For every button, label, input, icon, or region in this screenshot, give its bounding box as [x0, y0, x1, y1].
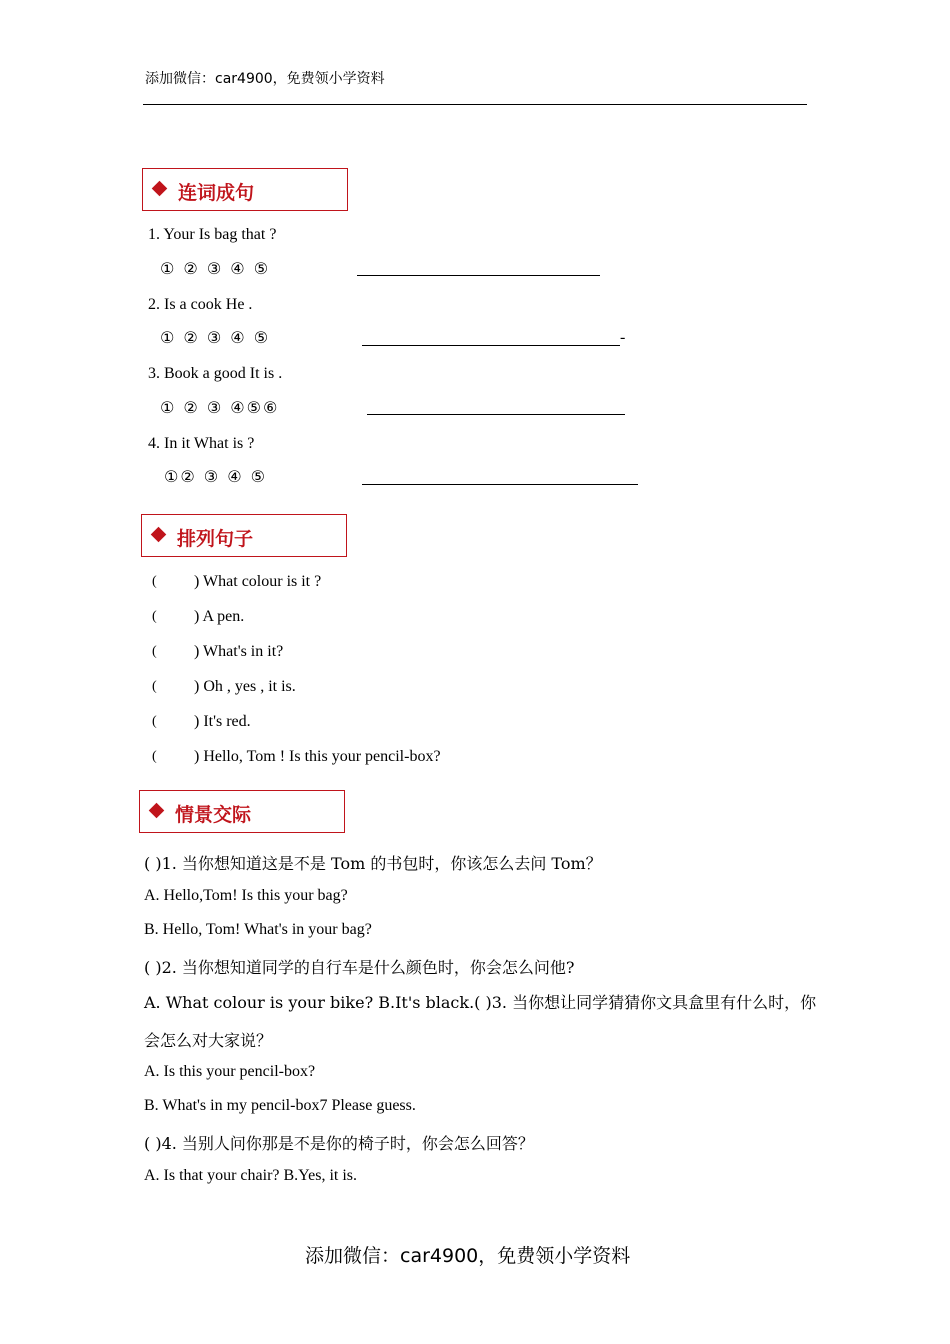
- diamond-bullet-icon: [152, 181, 168, 197]
- answer-paren[interactable]: (: [152, 714, 157, 729]
- question-words: 2. Is a cook He .: [148, 296, 253, 313]
- answer-paren[interactable]: (: [152, 609, 157, 624]
- answer-blank[interactable]: [357, 275, 600, 276]
- question-line: ( )1. 当你想知道这是不是 Tom 的书包时，你该怎么去问 Tom？: [144, 854, 602, 873]
- answer-paren[interactable]: (: [152, 644, 157, 659]
- question-numbers: ① ② ③ ④⑤⑥: [160, 398, 280, 417]
- section-title: 连词成句: [178, 182, 255, 204]
- answer-blank[interactable]: [367, 414, 625, 415]
- header-text: 添加微信：car4900，免费领小学资料: [145, 71, 385, 87]
- dialogue-line: ) What colour is it ?: [194, 573, 322, 590]
- dialogue-line: ) It's red.: [194, 713, 251, 730]
- question-numbers: ①② ③ ④ ⑤: [164, 467, 267, 486]
- option-line: A. Is this your pencil-box?: [144, 1063, 316, 1080]
- option-line: A. What colour is your bike? B.It's black.( )3. 当你想让同学猜猜你文具盒里有什么时，你: [144, 993, 817, 1012]
- diamond-bullet-icon: [149, 803, 165, 819]
- header-rule: [143, 104, 807, 105]
- answer-paren[interactable]: (: [152, 574, 157, 589]
- answer-blank[interactable]: [362, 484, 638, 485]
- option-line: A. Is that your chair? B.Yes, it is.: [144, 1167, 358, 1184]
- diamond-bullet-icon: [151, 527, 167, 543]
- option-line: B. Hello, Tom! What's in your bag?: [144, 921, 372, 938]
- dialogue-line: ) What's in it?: [194, 643, 284, 660]
- blank-suffix: -: [620, 329, 626, 346]
- answer-blank[interactable]: [362, 345, 620, 346]
- question-words: 3. Book a good It is .: [148, 365, 283, 382]
- question-line: 会怎么对大家说？: [144, 1031, 273, 1050]
- answer-paren[interactable]: (: [152, 679, 157, 694]
- question-line: ( )2. 当你想知道同学的自行车是什么颜色时，你会怎么问他?: [144, 958, 575, 977]
- option-line: B. What's in my pencil-box7 Please guess.: [144, 1097, 416, 1114]
- answer-paren[interactable]: (: [152, 749, 157, 764]
- question-numbers: ① ② ③ ④ ⑤: [160, 328, 271, 347]
- section-title: 排列句子: [177, 528, 254, 550]
- question-numbers: ① ② ③ ④ ⑤: [160, 259, 271, 278]
- section-header-sentence-building: [142, 168, 348, 211]
- question-words: 1. Your Is bag that ?: [148, 226, 277, 243]
- dialogue-line: ) Oh , yes , it is.: [194, 678, 296, 695]
- section-title: 情景交际: [175, 804, 252, 826]
- section-header-order-sentences: [141, 514, 347, 557]
- question-words: 4. In it What is ?: [148, 435, 255, 452]
- question-line: ( )4. 当别人问你那是不是你的椅子时，你会怎么回答？: [144, 1134, 534, 1153]
- dialogue-line: ) Hello, Tom ! Is this your pencil-box?: [194, 748, 441, 765]
- option-line: A. Hello,Tom! Is this your bag?: [144, 887, 348, 904]
- section-header-situational-dialogue: [139, 790, 345, 833]
- dialogue-line: ) A pen.: [194, 608, 245, 625]
- footer-text: 添加微信：car4900，免费领小学资料: [305, 1245, 631, 1267]
